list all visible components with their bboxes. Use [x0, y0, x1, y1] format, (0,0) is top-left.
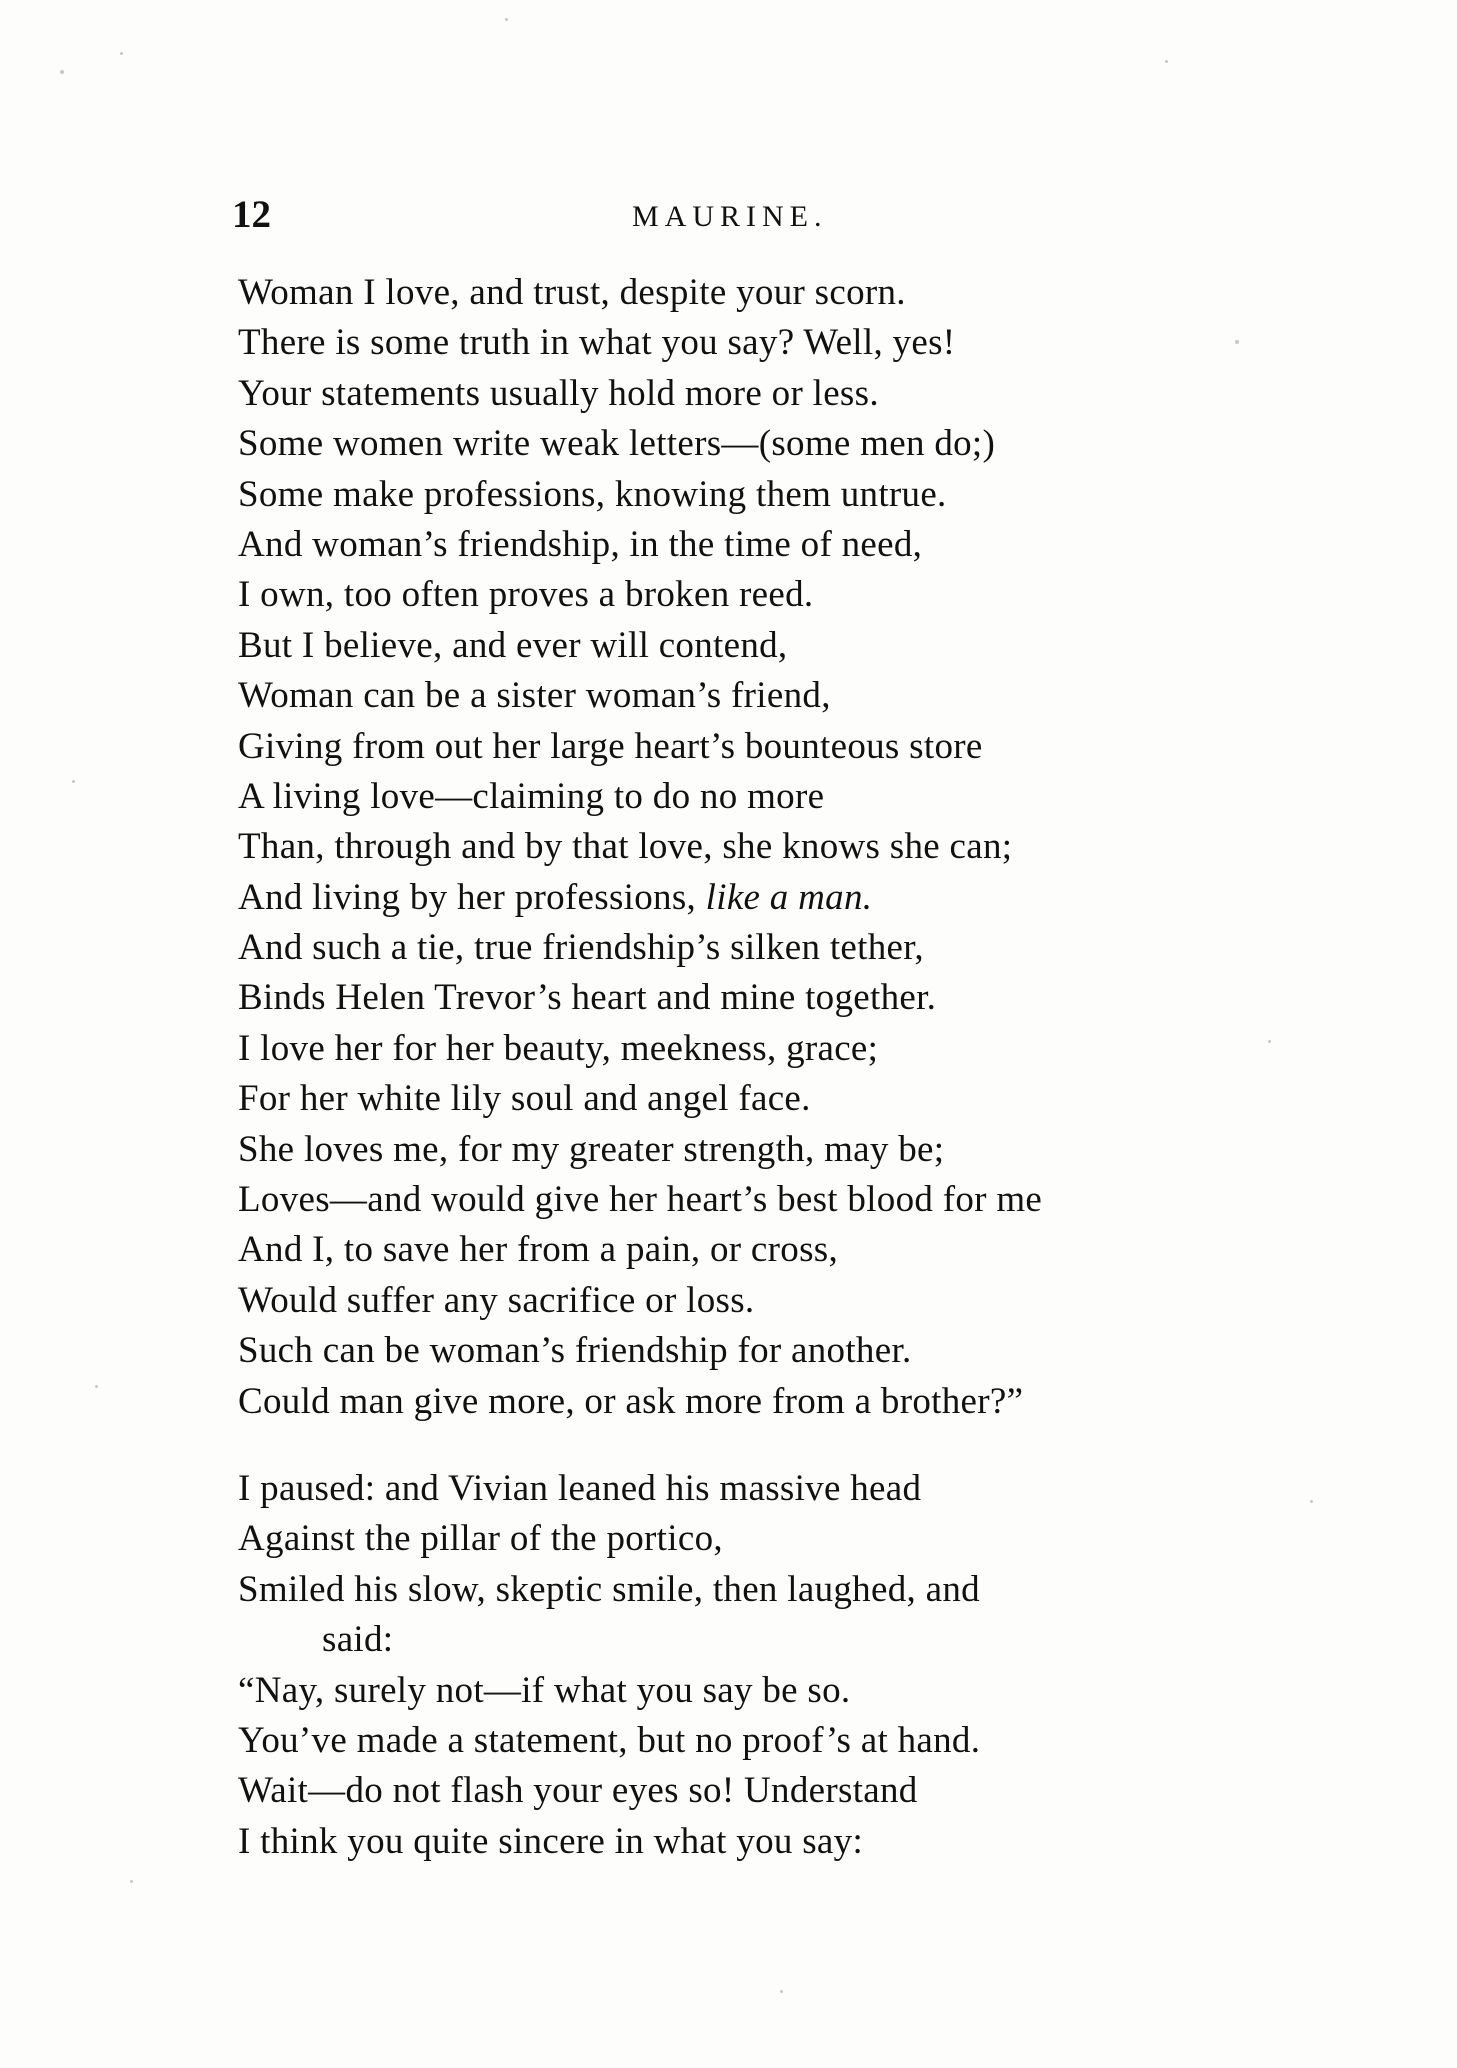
paper-speck [120, 52, 123, 55]
poem-line: Binds Helen Trevor’s heart and mine together. [238, 977, 937, 1019]
poem-line: I own, too often proves a broken reed. [238, 574, 814, 616]
poem-line [238, 873, 1258, 923]
paper-speck [95, 1385, 98, 1388]
paper-speck [72, 780, 75, 783]
poem-line: Woman can be a sister woman’s friend, [238, 675, 831, 717]
italic-emphasis: like a man. [705, 876, 873, 918]
page-number: 12 [232, 193, 271, 236]
poem-line: Some make professions, knowing them untrue. [238, 473, 947, 515]
paper-speck [780, 1990, 783, 1993]
poem-line: There is some truth in what you say? Well, yes! [238, 322, 956, 364]
paper-speck [1310, 1500, 1313, 1503]
poem-line: She loves me, for my greater strength, may be; [238, 1128, 945, 1170]
line-text: And living by her professions, [238, 876, 706, 918]
poem-line: Against the pillar of the portico, [238, 1518, 723, 1560]
poem-line: I paused: and Vivian leaned his massive head [238, 1467, 922, 1509]
page-header [232, 190, 1242, 240]
poem-line: But I believe, and ever will contend, [238, 624, 788, 666]
poem-line: Smiled his slow, skeptic smile, then laughed, and [238, 1568, 980, 1610]
paper-speck [1268, 1040, 1271, 1043]
poem-line: Some women write weak letters—(some men do;) [238, 423, 996, 465]
poem-line: Loves—and would give her heart’s best blood for me [238, 1179, 1043, 1221]
paper-speck [505, 18, 508, 21]
poem-line: For her white lily soul and angel face. [238, 1078, 811, 1120]
poem-line: Would suffer any sacrifice or loss. [238, 1279, 755, 1321]
poem-line: “Nay, surely not—if what you say be so. [238, 1669, 851, 1711]
poem-line: You’ve made a statement, but no proof’s at hand. [238, 1719, 981, 1761]
paper-speck [130, 1880, 133, 1883]
poem-line: And such a tie, true friendship’s silken tether, [238, 927, 924, 969]
poem-line: And woman’s friendship, in the time of need, [238, 523, 923, 565]
running-title: MAURINE. [632, 200, 828, 233]
poem-line: A living love—claiming to do no more [238, 775, 825, 817]
poem-line: Wait—do not flash your eyes so! Understand [238, 1770, 918, 1812]
poem-line: And I, to save her from a pain, or cross, [238, 1229, 839, 1271]
poem-line: Such can be woman’s friendship for another. [238, 1330, 912, 1372]
poem-line: Woman I love, and trust, despite your scorn. [238, 272, 906, 313]
paper-speck [1165, 60, 1168, 63]
stanza [238, 268, 1258, 1427]
poem-line: Giving from out her large heart’s bounteous store [238, 725, 983, 767]
poem-text [238, 268, 1258, 1867]
poem-line: Could man give more, or ask more from a brother?” [238, 1380, 1024, 1422]
poem-line: I love her for her beauty, meekness, grace; [238, 1027, 879, 1069]
poem-line-continuation: said: [322, 1619, 394, 1661]
poem-line: Than, through and by that love, she knows she can; [238, 826, 1013, 868]
poem-line: Your statements usually hold more or less. [238, 372, 879, 414]
paper-speck [60, 70, 64, 74]
poem-line: I think you quite sincere in what you say: [238, 1820, 864, 1862]
stanza [238, 1464, 1258, 1867]
